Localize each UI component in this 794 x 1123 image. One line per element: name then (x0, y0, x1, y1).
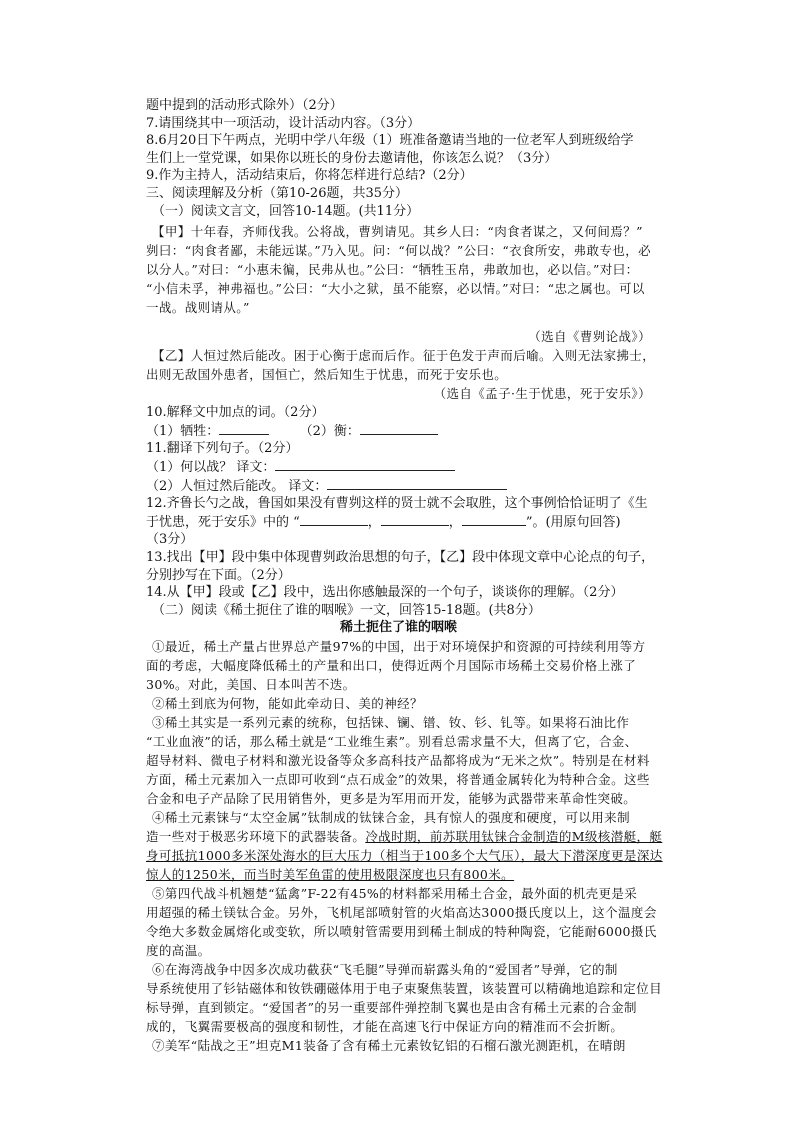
text-line: 【乙】人恒过然后能改。困于心衡于虑而后作。征于色发于声而后喻。入则无法家拂士， (152, 348, 656, 364)
answer-blank[interactable] (219, 422, 269, 435)
source-note: （选自《曹刿论战》） (528, 329, 651, 345)
text-line: 生们上一堂党课，如果你以班长的身份去邀请他，你该怎么说？（3分） (146, 150, 558, 166)
text-line: 成的，飞翼需要极高的强度和韧性，才能在高速飞行中保证方向的精准而不会折断。 (146, 1018, 624, 1034)
section-heading: 三、阅读理解及分析（第10-26题，共35分） (146, 185, 409, 201)
q11-label-b: （2）人恒过然后能改。 译文： (146, 478, 328, 494)
text-line: 超导材料、微电子材料和激光设备等众多高科技产品都将成为“无米之炊”。特别是在材料 (146, 752, 650, 768)
answer-blank[interactable] (275, 458, 455, 471)
text-line: 导系统使用了钐钴磁体和钕铁硼磁体用于电子束聚焦装置，该装置可以精确地追踪和定位目 (146, 980, 663, 996)
text-line: 出则无敌国外患者，国恒亡，然后知生于忧患，而死于安乐也。 (146, 367, 508, 383)
paragraph-7 (146, 1036, 651, 1055)
exam-page (146, 97, 663, 1055)
text-line: 方面，稀土元素加入一点即可收到“点石成金”的效果，将普通金属转化为特种合金。这些 (146, 771, 650, 787)
text-line: “工业血液”的话，那么稀土就是“工业维生素”。别看总需求量不大，但离了它，合金、 (146, 733, 638, 749)
text-line: ⑥在海湾战争中因多次成功截获“飞毛腿”导弹而崭露头角的“爱国者”导弹，它的制 (152, 961, 618, 977)
text-line: “小信未孚，神弗福也。”公曰：“大小之狱，虽不能察，必以情。”对曰：“忠之属也。可以 (146, 281, 645, 297)
text-line: ⑦美军“陆战之王”坦克M1装备了含有稀土元素钕钇铝的石榴石激光测距机，在晴朗 (152, 1037, 626, 1053)
answer-blank[interactable] (360, 422, 438, 435)
question-7: 7.请围绕其中一项活动，设计活动内容。（3分） (146, 115, 421, 131)
question-12: 12.齐鲁长勺之战，鲁国如果没有曹刿这样的贤士就不会取胜，这个事例恰恰证明了《生 (146, 496, 648, 512)
underlined-sentence: 冷战时期，前苏联用钛铼合金制造的M级核潜艇，艇 (365, 828, 663, 844)
text-line: 分别抄写在下面。（2分） (146, 567, 291, 583)
question-11-b (146, 477, 651, 496)
text-line: 面的考虑，大幅度降低稀土的产量和出口，使得近两个月国际市场稀土交易价格上涨了 (146, 657, 637, 673)
subsection-heading: （一）阅读文言文，回答10-14题。(共11分） (152, 203, 420, 219)
question-9: 9.作为主持人，活动结束后，你将怎样进行总结?（2分） (146, 168, 473, 184)
paragraph-1 (146, 637, 651, 694)
text-line: 合金和电子产品除了民用销售外，更多是为军用而开发，能够为武器带来革命性突破。 (146, 790, 637, 806)
text-line: 用超强的稀土镁钛合金。另外，飞机尾部喷射管的火焰高达3000摄氏度以上，这个温度会 (146, 904, 657, 920)
answer-blank[interactable] (462, 513, 526, 526)
separator: ， (367, 514, 381, 530)
answer-blank[interactable] (300, 513, 368, 526)
paragraph-4 (146, 808, 663, 884)
question-12-blanks (146, 513, 651, 532)
source-note: （选自《孟子·生于忧患，死于安乐》） (433, 386, 651, 402)
questions-10-14 (146, 404, 655, 619)
text-line (146, 827, 663, 846)
text-line: ③稀土其实是一系列元素的统称，包括铼、镧、镨、钕、钐、钆等。如果将石油比作 (152, 714, 630, 730)
text-line: ①最近，稀土产量占世界总产量97%的中国，出于对环境保护和资源的可持续利用等方 (152, 638, 646, 654)
q10-label-b: （2）衡： (299, 423, 360, 439)
classical-passage-jia (146, 222, 651, 346)
classical-passage-yi (146, 346, 656, 403)
question-13: 13.找出【甲】段中集中体现曹刿政治思想的句子，【乙】段中体现文章中心论点的句子， (146, 549, 655, 565)
text-line: 标导弹，直到锁定。“爱国者”的另一重要部件弹控制飞翼也是由含有稀土元素的合金制 (146, 999, 637, 1015)
question-11: 11.翻译下列句子。（2分） (146, 441, 299, 457)
question-8: 8.6月20日下午两点，光明中学八年级（1）班准备邀请当地的一位老军人到班级给学 (146, 133, 634, 149)
subsection-heading: （二）阅读《稀土扼住了谁的咽喉》一文，回答15-18题。(共8分） (152, 602, 541, 618)
q12-suffix: ”。(用原句回答) (525, 514, 621, 530)
text-line: 题中提到的活动形式除外）（2分） (146, 98, 343, 113)
paragraph-2 (146, 694, 651, 713)
text-line: ④稀土元素铼与“太空金属”钛制成的钛铼合金，具有惊人的强度和硬度，可以用来制 (152, 809, 630, 825)
underlined-sentence: 惊人的1250米，而当时美军鱼雷的使用极限深度也只有800米。 (146, 866, 515, 882)
paragraph-3 (146, 713, 651, 808)
questions-part1 (146, 97, 651, 220)
paragraph-5 (146, 884, 657, 960)
question-14: 14.从【甲】段或【乙】段中，选出你感触最深的一个句子，谈谈你的理解。（2分） (146, 585, 624, 601)
text-line: 刿曰：“肉食者鄙，未能远谋。”乃入见。问：“何以战？”公曰：“衣食所安，弗敢专也，必 (146, 243, 652, 259)
paragraph-6 (146, 960, 663, 1036)
text-line: 30%。对此，美国、日本叫苦不迭。 (146, 676, 356, 692)
q11-label-a: （1）何以战？ 译文： (146, 459, 276, 475)
question-11-a (146, 458, 651, 477)
text-line: 以分人。”对曰：“小惠未徧，民弗从也。”公曰：“牺牲玉帛，弗敢加也，必以信。”对曰： (146, 262, 639, 278)
article-title: 稀土扼住了谁的咽喉 (339, 620, 457, 636)
separator: ， (448, 514, 462, 530)
q12-label: 于忧患，死于安乐》中的 “ (146, 514, 300, 530)
answer-blank[interactable] (381, 513, 449, 526)
answer-blank[interactable] (327, 477, 507, 490)
text-line: ②稀土到底为何物，能如此牵动日、美的神经？ (152, 695, 423, 711)
underlined-sentence: 身可抵抗1000多米深处海水的巨大压力（相当于100多个大气压），最大下潜深度更是深达 (146, 847, 663, 863)
text-line: 【甲】十年春，齐师伐我。公将战，曹刿请见。其乡人曰：“肉食者谋之，又何间焉？” (152, 224, 643, 240)
text-line: 令绝大多数金属熔化或变软，所以喷射管需要用到稀土制成的特种陶瓷，它能耐6000摄氏 (146, 923, 657, 939)
text-line: ⑤第四代战斗机翘楚“猛禽”F-22有45%的材料都采用稀土合金，最外面的机壳更是采 (152, 885, 638, 901)
q10-label-a: （1）牺牲： (146, 423, 220, 439)
text-line: 一战。战则请从。” (146, 300, 250, 316)
article (146, 619, 663, 1055)
text-span: 造一些对于极恶劣环境下的武器装备。 (146, 828, 366, 844)
text-line: 度的高温。 (146, 942, 211, 958)
question-10: 10.解释文中加点的词。（2分） (146, 405, 325, 421)
question-10-items (146, 422, 651, 441)
text-line: （3分） (146, 532, 194, 548)
